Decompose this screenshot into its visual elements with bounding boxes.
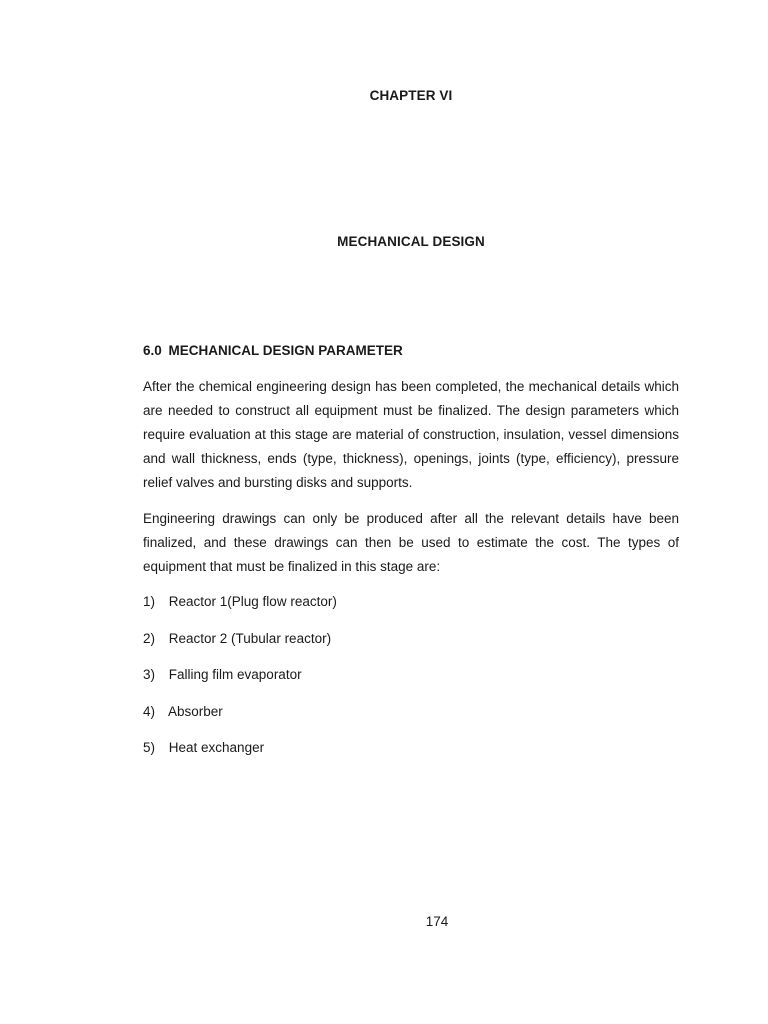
- paragraph: After the chemical engineering design has been completed, the mechanical details which are needed to construct all equipment must be finalized. The design parameters which require evaluation at this stage are material of construction, insulation, vessel dimensions and wall thickness, ends (type, thickness), openings, joints (type, efficiency), pressure relief valves and bursting disks and supports.: [143, 379, 679, 490]
- page-number: 174: [425, 914, 449, 929]
- list-item: [143, 590, 337, 627]
- list-item-text: Heat exchanger: [168, 740, 265, 755]
- chapter-label: CHAPTER VI: [369, 88, 453, 103]
- list-item-index: 5): [143, 740, 156, 755]
- section-number: 6.0: [143, 343, 162, 358]
- equipment-list: [143, 590, 337, 773]
- list-item: [143, 736, 337, 773]
- list-item-text: Reactor 1(Plug flow reactor): [168, 594, 337, 609]
- list-item: [143, 627, 337, 664]
- list-item-text: Falling film evaporator: [168, 667, 302, 682]
- list-item-index: 4): [143, 703, 156, 719]
- list-item-index: 3): [143, 667, 156, 682]
- list-item-index: 2): [143, 630, 156, 646]
- list-item-text: Reactor 2 (Tubular reactor): [168, 630, 332, 646]
- list-item: [143, 663, 337, 700]
- paragraph: Engineering drawings can only be produced after all the relevant details have been finalized, and these drawings can then be used to estimate the cost. The types of equipment that must be finalized in this stage are:: [143, 511, 679, 574]
- list-item-index: 1): [143, 594, 156, 609]
- list-item: [143, 700, 337, 737]
- list-item-text: Absorber: [168, 703, 223, 719]
- section-heading: [143, 343, 403, 358]
- section-title: MECHANICAL DESIGN PARAMETER: [168, 343, 403, 358]
- chapter-title: MECHANICAL DESIGN: [337, 234, 485, 249]
